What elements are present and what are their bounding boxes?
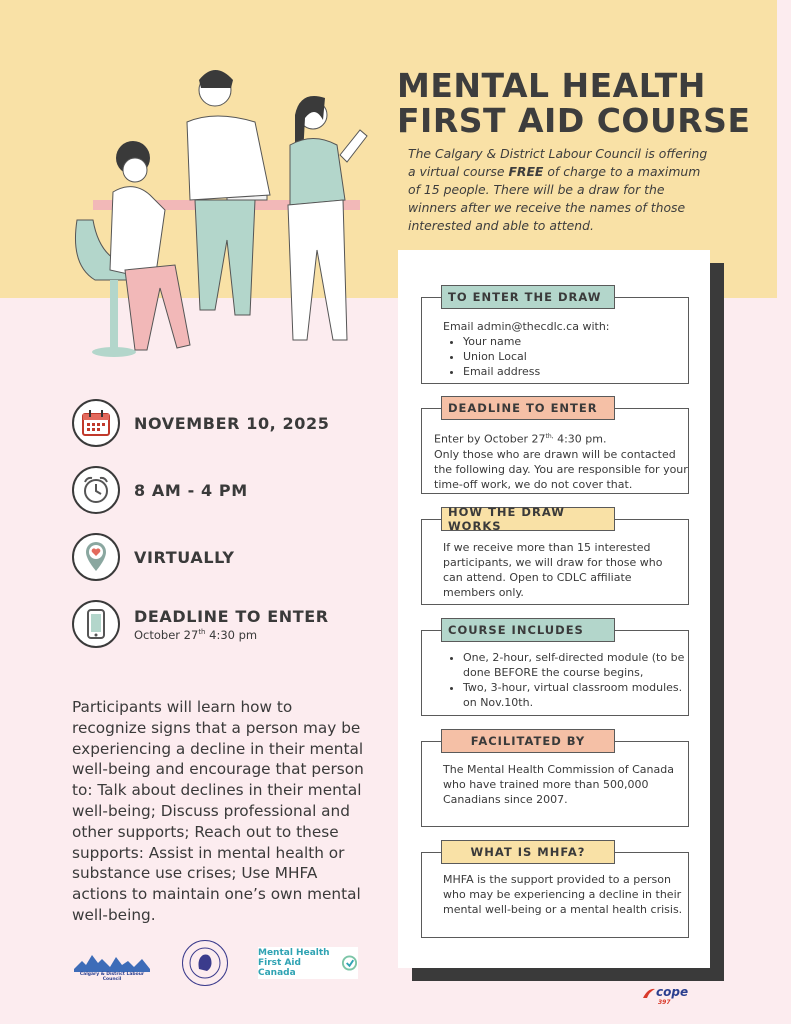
enter-draw-list: [443, 334, 683, 379]
tag-mhfa: WHAT IS MHFA?: [441, 840, 615, 864]
cope-swoosh-icon: [642, 986, 656, 1000]
course-description: Participants will learn how to recognize signs that a person may be experiencing a decline in their mental well-being and encourage that person to: Talk about declines in their mental well-being; Discuss professional and other supports; Reach out to these supports: Assist in mental health or substance use crises; Use MHFA actions to maintain one’s own mental well-being.: [72, 698, 364, 924]
includes-list: [443, 650, 688, 710]
cope-logo: [642, 985, 689, 1006]
mhfa-text: MHFA is the support provided to a person who may be experiencing a decline in their mental well-being or a mental health crisis.: [443, 873, 683, 916]
phone-icon: [72, 600, 120, 648]
tag-draw-works: HOW THE DRAW WORKS: [441, 507, 615, 531]
union-seal-logo: [182, 940, 228, 986]
draw-works-text: If we receive more than 15 interested participants, we will draw for those who can attend. Open to CDLC affiliate members only.: [443, 541, 663, 599]
tag-includes: COURSE INCLUDES: [441, 618, 615, 642]
event-deadline-sub: [134, 628, 329, 642]
page-title: [397, 68, 757, 138]
partner-logos: [72, 945, 358, 981]
cope-logo-number: 397: [658, 999, 671, 1006]
calendar-icon: [72, 399, 120, 447]
deadline-line1: [434, 429, 689, 447]
card-deadline-body: [414, 429, 689, 492]
intro-text: [408, 145, 708, 235]
title-line-1: MENTAL HEALTH: [397, 66, 706, 105]
enter-draw-lead: Email admin@thecdlc.ca with:: [443, 320, 610, 333]
tag-deadline: DEADLINE TO ENTER: [441, 396, 615, 420]
event-date-text: NOVEMBER 10, 2025: [134, 413, 330, 433]
people-illustration: [55, 60, 385, 380]
intro-bold: FREE: [508, 164, 544, 179]
list-item: • One, 2-hour, self-directed module (to be done BEFORE the course begins,: [463, 650, 688, 680]
facilitated-text: The Mental Health Commission of Canada who have trained more than 500,000 Canadians since 2007.: [443, 763, 674, 806]
mhfa-canada-logo: [258, 947, 358, 979]
event-deadline-text: DEADLINE TO ENTER: [134, 606, 329, 626]
card-enter-draw-body: [423, 319, 683, 379]
alarm-clock-icon: [72, 466, 120, 514]
tag-enter-draw: TO ENTER THE DRAW: [441, 285, 615, 309]
deadline-line1-after: 4:30 pm.: [553, 432, 607, 446]
deadline-sub-date: October 27: [134, 627, 199, 642]
tag-facilitated: FACILITATED BY: [441, 729, 615, 753]
deadline-line1-before: Enter by October 27: [434, 432, 546, 446]
cdlc-logo: [72, 947, 152, 982]
card-draw-works-body: [423, 540, 685, 600]
event-time-text: 8 AM - 4 PM: [134, 480, 248, 500]
event-location: [72, 533, 235, 581]
deadline-text: Only those who are drawn will be contacted the following day. You are responsible for your time-off work, we do not cover that.: [434, 447, 688, 491]
card-includes-body: [423, 650, 688, 710]
deadline-line1-sup: th,: [545, 433, 554, 440]
deadline-sub-time: 4:30 pm: [205, 627, 258, 642]
cdlc-logo-text: Calgary & District Labour Council: [79, 972, 145, 982]
event-deadline: [72, 600, 329, 648]
list-item: • Your name: [463, 334, 683, 349]
intro-after: of charge to a maximum of 15 people. There will be a draw for the winners after we receive the names of those interested and able to attend.: [408, 164, 701, 233]
title-line-2: FIRST AID COURSE: [397, 101, 751, 140]
mhfa-logo-line1: Mental Health: [258, 948, 330, 958]
event-location-text: VIRTUALLY: [134, 547, 235, 567]
card-facilitated-body: [423, 762, 688, 807]
intro-before: The Calgary & District Labour Council is offering a virtual course: [408, 146, 708, 179]
location-heart-icon: [72, 533, 120, 581]
list-item: • Union Local: [463, 349, 683, 364]
event-date: [72, 399, 329, 447]
deadline-sub-sup: th: [198, 627, 206, 636]
list-item: • Email address: [463, 364, 683, 379]
cope-logo-text: cope: [656, 985, 689, 999]
card-mhfa-body: [423, 872, 688, 917]
mhfa-logo-line2: First Aid Canada: [258, 958, 301, 978]
list-item: • Two, 3-hour, virtual classroom modules. on Nov.10th.: [463, 680, 688, 710]
event-time: [72, 466, 248, 514]
